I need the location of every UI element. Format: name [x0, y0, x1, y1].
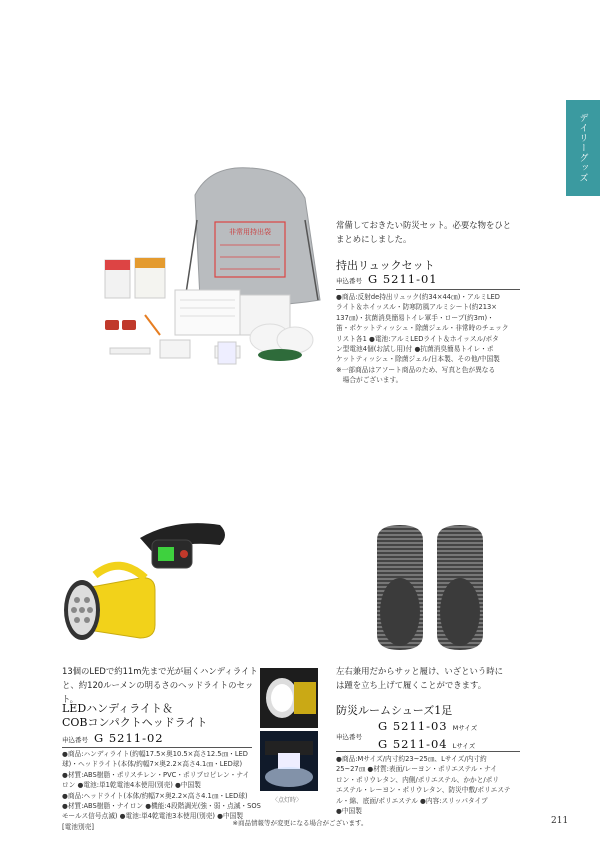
shoes-code-label: 申込番号	[336, 733, 362, 741]
kit-spec: ●商品:反射de持出リュック(約34×44㎝)・アルミLED ライト＆ホイッスル・防寒防風アルミシート(約213× 137㎝)・抗菌消臭簡易トイレ軍手・ロープ(約3m)・ 笛・ポケットティッシュ・除菌ジェル・非常時のチェック リスト各1 ●電池:アルミLEDライト＆ホイッスル/ボタ ン型電池4個(お試し用)付 ●抗菌消臭簡易トイレ・ポ ケットティッシュ・除菌ジェル/日本製、その他/中国製 ※一部商品はアソート商品のため、写真と色が異なる 場合がございます。	[336, 293, 509, 385]
room-shoes-image	[365, 520, 525, 655]
led-description: 13個のLEDで約11m先まで光が届くハンディライト と、約120ルーメンの明るさのヘッドライトのセット。	[62, 666, 258, 704]
lit-caption: 〈点灯時〉	[272, 797, 303, 804]
shoes-code-row: G 5211-04 Lサイズ	[378, 737, 476, 751]
disaster-kit-image	[100, 160, 350, 375]
kit-code-row: 申込番号 G 5211-01	[336, 272, 438, 286]
divider	[336, 751, 520, 752]
category-tab-label: デイリーグッズ	[577, 113, 588, 183]
backpack-shape	[195, 168, 320, 305]
kit-title: 持出リュックセット	[336, 259, 435, 272]
led-code: G 5211-02	[94, 731, 164, 745]
shoes-title: 防災ルームシューズ1足	[336, 704, 453, 717]
footer-note: ※商品情報等が変更になる場合がございます。	[232, 819, 368, 827]
divider	[336, 289, 520, 290]
page-number: 211	[551, 816, 569, 826]
led-code-row: 申込番号 G 5211-02	[62, 731, 164, 745]
shoes-code-row: G 5211-03 Mサイズ	[378, 719, 478, 733]
shoes-codes	[378, 718, 477, 754]
bag-label: 非常用持出袋	[229, 228, 271, 236]
shoes-spec: ●商品:Mサイズ/内寸約23~25㎝、Lサイズ/内寸約 25~27㎝ ●材質:表面/レーヨン・ポリエステル・ナイ ロン・ポリウレタン、内側/ポリエステル、かかと/ポリ エステル・レーヨン・ポリウレタン、防災中敷/ポリエステ ル・綿、底面/ポリエステル ●内容:スリッパタイプ ●中国製	[336, 755, 511, 816]
category-tab	[566, 100, 600, 196]
led-spec: ●商品:ハンディライト(約幅17.5×奥10.5×高さ12.5㎝・LED 球)・ヘッドライト(本体/約幅7×奥2.2×高さ4.1㎝・LED球) ●材質:ABS樹脂・ポリスチレン・PVC・ポリプロピレン・ナイ ロン ●電池:単1乾電池4本使用(別売) ●中国製 ●商品:ヘッドライト(本体/約幅7×奥2.2×高さ4.1㎝・LED球) ●材質:ABS樹脂・ナイロン ●機能:4段階調光(強・弱・点滅・SOS モールス信号点滅) ●電池:単4乾電池3本使用(別売) ●中国製 [電池別売]	[62, 750, 261, 831]
shoes-description: 左右兼用だからサッと履け、いざという時に は踵を立ち上げて履くことができます。	[336, 666, 503, 690]
kit-code: G 5211-01	[368, 272, 438, 286]
led-light-image	[60, 510, 260, 650]
divider	[62, 747, 252, 748]
lit-handy-light-photo	[260, 668, 318, 728]
lit-headlight-photo	[260, 731, 318, 791]
kit-description: 常備しておきたい防災セット。必要な物をひと まとめにしました。	[336, 220, 512, 244]
led-title: LEDハンディライト＆ COBコンパクトヘッドライト	[62, 702, 208, 729]
